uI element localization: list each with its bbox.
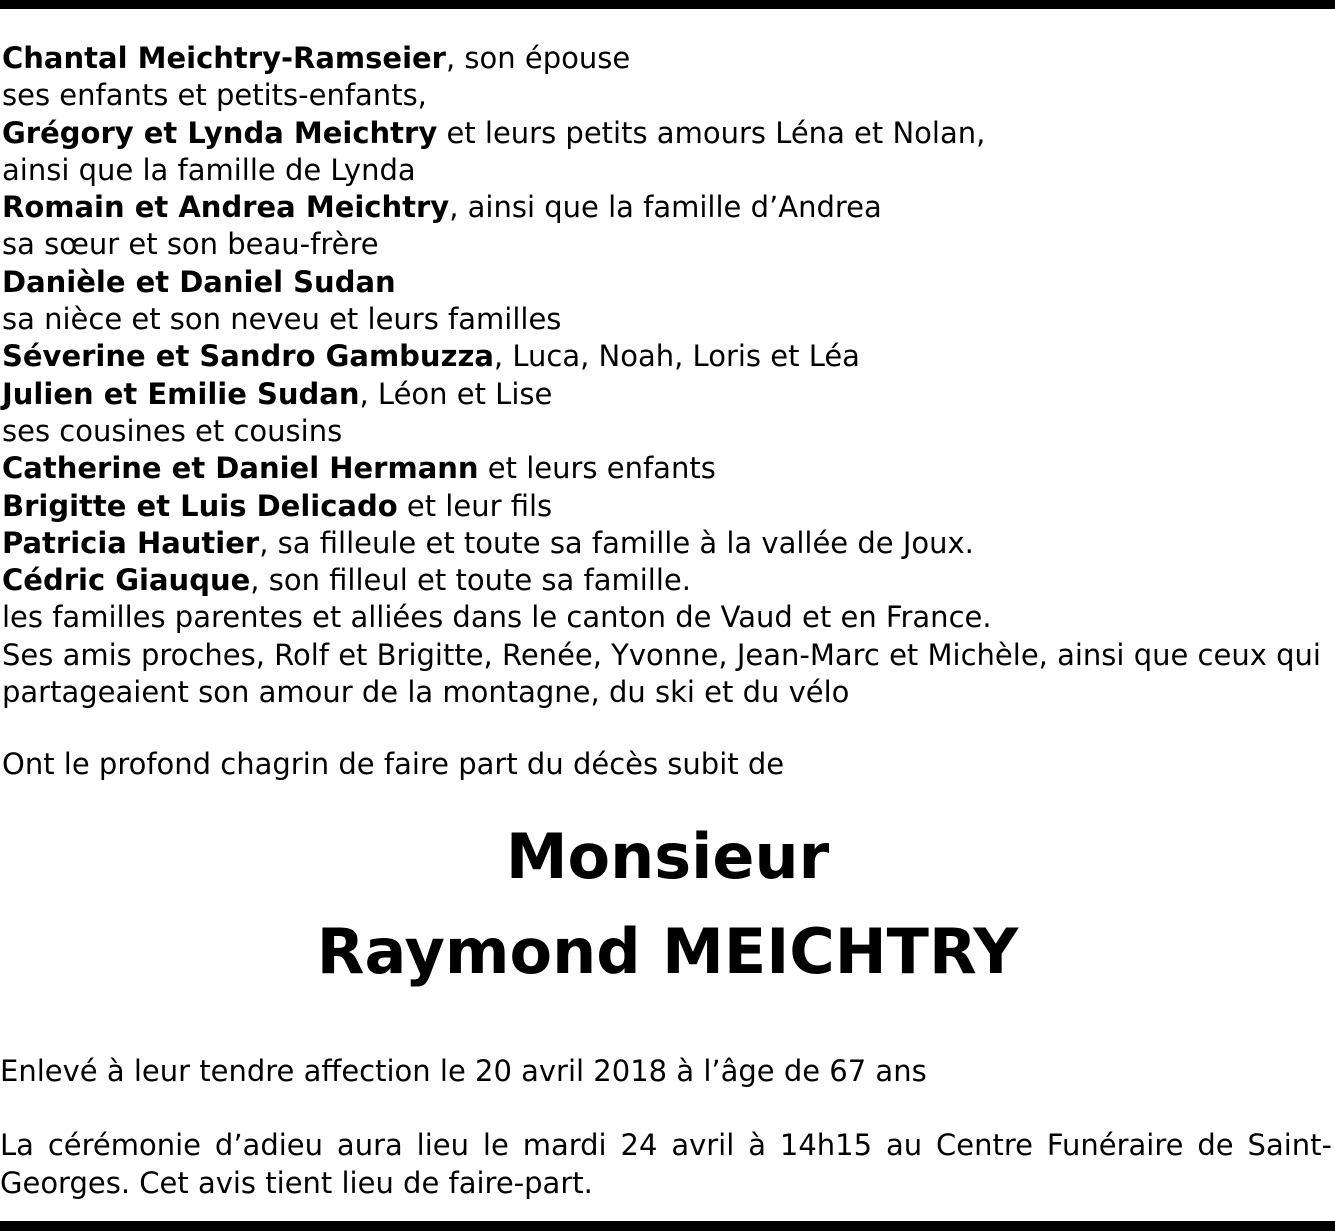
mourner-line — [2, 77, 1332, 114]
mourner-line — [2, 525, 1332, 562]
bottom-rule — [0, 1221, 1335, 1231]
mourner-relation: sa sœur et son beau-frère — [2, 227, 379, 262]
mourner-relation: , sa filleule et toute sa famille à la vallée de Joux. — [259, 525, 974, 560]
mourner-line — [2, 488, 1332, 525]
ceremony-details: La cérémonie d’adieu aura lieu le mardi 24 avril à 14h15 au Centre Funéraire de Saint-Georges. Cet avis tient lieu de faire-part. — [0, 1128, 1332, 1200]
mourner-relation: , ainsi que la famille d’Andrea — [449, 190, 882, 225]
mourner-name: Patricia Hautier — [2, 525, 260, 560]
mourner-line — [2, 637, 1332, 712]
mourner-relation: Ses amis proches, Rolf et Brigitte, Renée, Yvonne, Jean-Marc et Michèle, ainsi que ceux qui partageaient son amour de la montagne, du ski et du vélo — [2, 637, 1321, 710]
mourner-line — [2, 301, 1332, 338]
deceased-name: Raymond MEICHTRY — [316, 915, 1019, 988]
mourner-line — [2, 599, 1332, 636]
mourner-name: Romain et Andrea Meichtry — [2, 190, 450, 225]
mourner-name: Grégory et Lynda Meichtry — [2, 115, 438, 150]
mourner-line — [2, 264, 1332, 301]
mourner-name: Séverine et Sandro Gambuzza — [2, 339, 494, 374]
mourner-line — [2, 338, 1332, 375]
mourner-line — [2, 226, 1332, 263]
mourner-relation: et leurs petits amours Léna et Nolan, — [437, 115, 986, 150]
mourner-relation: ses enfants et petits-enfants, — [2, 78, 427, 113]
mourner-line — [2, 115, 1332, 152]
mourner-relation: et leur fils — [397, 488, 553, 523]
mourner-name: Danièle et Daniel Sudan — [2, 264, 396, 299]
mourner-line — [2, 450, 1332, 487]
mourner-relation: , son filleul et toute sa famille. — [250, 563, 691, 598]
mourner-name: Catherine et Daniel Hermann — [2, 451, 479, 486]
mourner-name: Cédric Giauque — [2, 563, 251, 598]
mourner-line — [2, 413, 1332, 450]
mourner-relation: les familles parentes et alliées dans le canton de Vaud et en France. — [2, 600, 992, 635]
top-rule — [0, 0, 1335, 9]
mourner-relation: et leurs enfants — [478, 451, 716, 486]
mourner-line — [2, 152, 1332, 189]
deceased-honorific: Monsieur — [505, 820, 830, 893]
mourner-name: Brigitte et Luis Delicado — [2, 488, 398, 523]
mourner-relation: sa nièce et son neveu et leurs familles — [2, 302, 562, 337]
mourners-list — [2, 40, 1332, 711]
mourner-relation: ainsi que la famille de Lynda — [2, 152, 416, 187]
mourner-line — [2, 562, 1332, 599]
mourner-relation: ses cousines et cousins — [2, 413, 343, 448]
announcement-intro: Ont le profond chagrin de faire part du décès subit de — [2, 747, 785, 781]
mourner-name: Chantal Meichtry-Ramseier — [2, 41, 446, 75]
mourner-name: Julien et Emilie Sudan — [2, 376, 360, 411]
mourner-relation: , Luca, Noah, Loris et Léa — [493, 339, 860, 374]
mourner-line — [2, 189, 1332, 226]
death-notice: Enlevé à leur tendre affection le 20 avril 2018 à l’âge de 67 ans — [0, 1054, 927, 1088]
mourner-line — [2, 40, 1332, 77]
mourner-relation: , Léon et Lise — [359, 376, 553, 411]
mourner-line — [2, 376, 1332, 413]
mourner-relation: , son épouse — [445, 41, 631, 75]
